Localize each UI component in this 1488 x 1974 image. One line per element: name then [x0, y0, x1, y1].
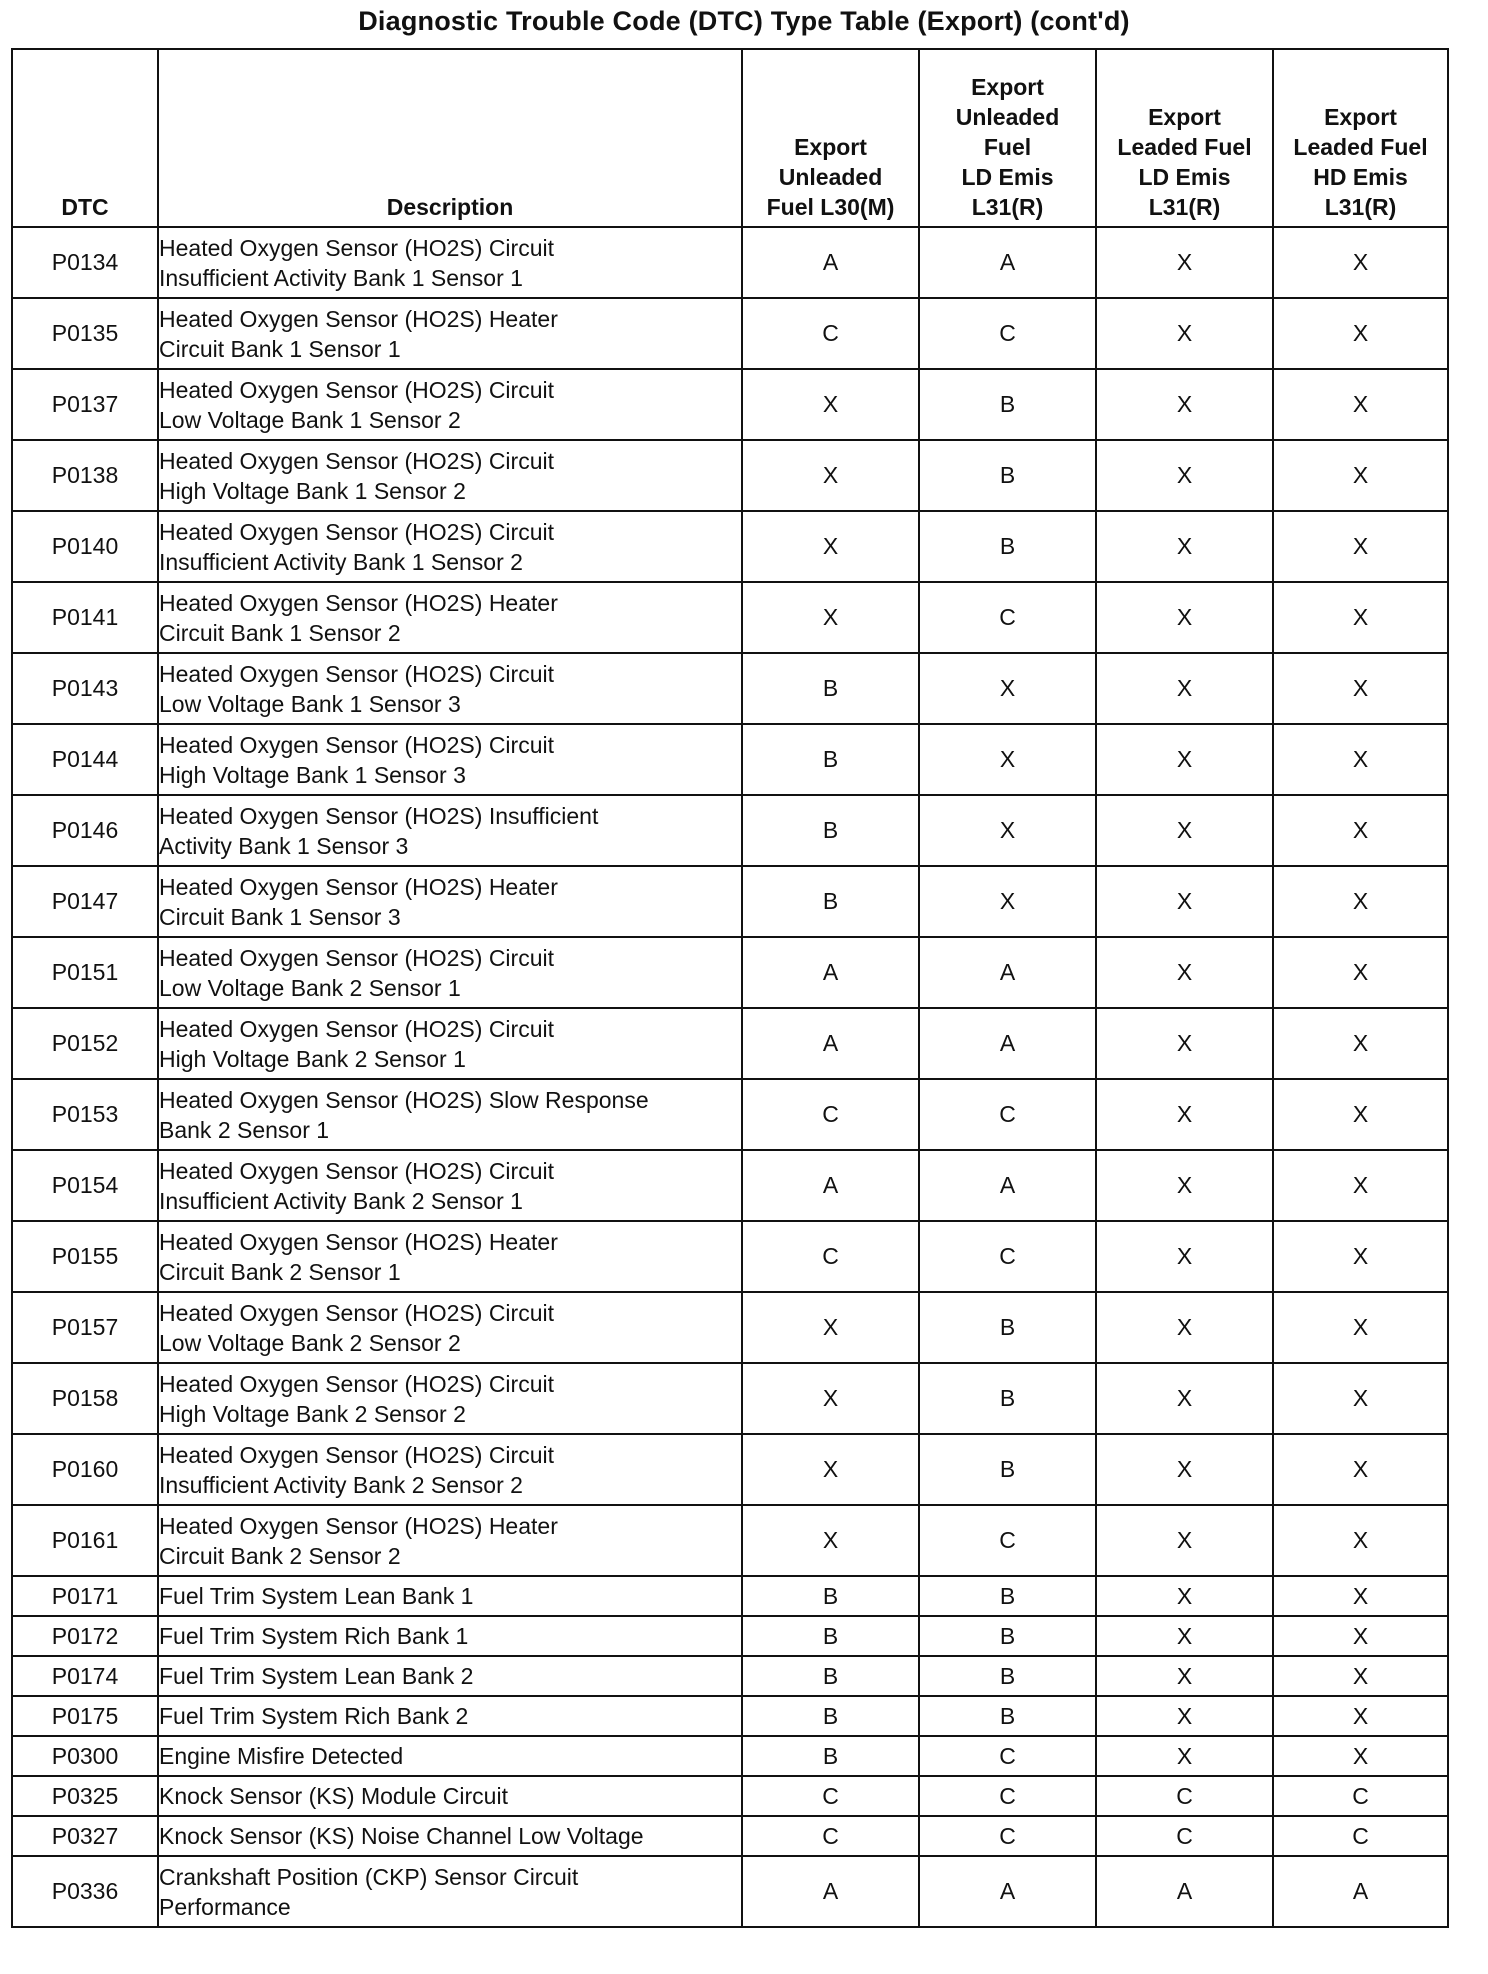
dtc-type-cell: B [742, 795, 919, 866]
dtc-code: P0153 [12, 1079, 158, 1150]
dtc-type-cell: X [1273, 1221, 1448, 1292]
header-line: HD Emis [1313, 164, 1408, 190]
dtc-type-cell: A [919, 227, 1096, 298]
dtc-type-cell: B [919, 1616, 1096, 1656]
dtc-description [158, 1079, 742, 1150]
table-row [12, 1008, 1448, 1079]
dtc-type-cell: A [1096, 1856, 1273, 1927]
dtc-code: P0154 [12, 1150, 158, 1221]
dtc-type-cell: B [742, 1736, 919, 1776]
dtc-type-cell: A [742, 1856, 919, 1927]
dtc-type-cell: X [1273, 653, 1448, 724]
description-line: Crankshaft Position (CKP) Sensor Circuit [159, 1863, 579, 1890]
dtc-code: P0135 [12, 298, 158, 369]
dtc-type-cell: X [1096, 1616, 1273, 1656]
dtc-type-cell: X [742, 1363, 919, 1434]
dtc-description [158, 1696, 742, 1736]
header-line: L31(R) [971, 194, 1044, 220]
dtc-code: P0158 [12, 1363, 158, 1434]
dtc-type-cell: X [1096, 1079, 1273, 1150]
dtc-type-cell: X [742, 1434, 919, 1505]
dtc-type-table [11, 48, 1449, 1928]
dtc-type-cell: X [1273, 1150, 1448, 1221]
dtc-type-cell: A [742, 1008, 919, 1079]
table-row [12, 653, 1448, 724]
dtc-type-cell: C [919, 1505, 1096, 1576]
description-line: Heated Oxygen Sensor (HO2S) Circuit [159, 944, 554, 971]
dtc-type-cell: B [742, 1576, 919, 1616]
dtc-type-cell: X [1096, 1696, 1273, 1736]
table-row [12, 1150, 1448, 1221]
dtc-type-cell: X [1273, 511, 1448, 582]
dtc-description [158, 866, 742, 937]
dtc-description [158, 582, 742, 653]
dtc-type-cell: C [1273, 1776, 1448, 1816]
dtc-type-cell: X [1096, 298, 1273, 369]
dtc-code: P0336 [12, 1856, 158, 1927]
dtc-type-cell: X [1273, 724, 1448, 795]
dtc-type-cell: X [1096, 1008, 1273, 1079]
table-row [12, 369, 1448, 440]
dtc-code: P0327 [12, 1816, 158, 1856]
dtc-type-cell: X [1096, 1150, 1273, 1221]
description-line: Low Voltage Bank 1 Sensor 3 [159, 690, 461, 717]
table-row [12, 1292, 1448, 1363]
page-title: Diagnostic Trouble Code (DTC) Type Table (Export) (cont'd) [358, 6, 1130, 36]
dtc-type-cell: X [1273, 440, 1448, 511]
dtc-type-cell: C [919, 298, 1096, 369]
description-line: Heated Oxygen Sensor (HO2S) Circuit [159, 731, 554, 758]
header-line: Unleaded [778, 164, 883, 190]
dtc-code: P0172 [12, 1616, 158, 1656]
dtc-code: P0143 [12, 653, 158, 724]
description-line: Fuel Trim System Lean Bank 1 [159, 1583, 474, 1609]
table-row [12, 795, 1448, 866]
table-row [12, 1576, 1448, 1616]
dtc-description [158, 1434, 742, 1505]
dtc-type-cell: X [1273, 369, 1448, 440]
header-line: LD Emis [961, 164, 1054, 190]
dtc-code: P0146 [12, 795, 158, 866]
dtc-type-cell: C [1096, 1816, 1273, 1856]
description-line: Heated Oxygen Sensor (HO2S) Heater [159, 873, 558, 900]
dtc-type-cell: B [742, 653, 919, 724]
dtc-type-cell: C [919, 1776, 1096, 1816]
dtc-type-cell: X [1096, 795, 1273, 866]
description-line: Heated Oxygen Sensor (HO2S) Heater [159, 1512, 558, 1539]
dtc-type-cell: X [1273, 1736, 1448, 1776]
dtc-type-cell: X [1273, 1292, 1448, 1363]
dtc-description [158, 369, 742, 440]
header-export-leaded-hd [1273, 49, 1448, 227]
dtc-description [158, 227, 742, 298]
dtc-type-cell: A [1273, 1856, 1448, 1927]
dtc-code: P0161 [12, 1505, 158, 1576]
dtc-type-cell: C [742, 298, 919, 369]
dtc-code: P0175 [12, 1696, 158, 1736]
description-line: Heated Oxygen Sensor (HO2S) Circuit [159, 1157, 554, 1184]
dtc-type-cell: X [1096, 724, 1273, 795]
dtc-description [158, 653, 742, 724]
dtc-type-cell: X [919, 653, 1096, 724]
header-line: L31(R) [1148, 194, 1221, 220]
dtc-type-cell: C [742, 1079, 919, 1150]
dtc-description [158, 1576, 742, 1616]
header-export-leaded-ld [1096, 49, 1273, 227]
dtc-type-cell: X [1273, 227, 1448, 298]
description-line: Circuit Bank 2 Sensor 2 [159, 1542, 401, 1569]
table-row [12, 1656, 1448, 1696]
dtc-description [158, 1816, 742, 1856]
description-line: Heated Oxygen Sensor (HO2S) Slow Response [159, 1086, 649, 1113]
dtc-type-cell: X [742, 582, 919, 653]
header-line: Leaded Fuel [1117, 134, 1252, 160]
table-row [12, 724, 1448, 795]
table-row [12, 582, 1448, 653]
dtc-type-cell: C [742, 1816, 919, 1856]
dtc-type-cell: X [1273, 1505, 1448, 1576]
dtc-code: P0155 [12, 1221, 158, 1292]
table-row [12, 1505, 1448, 1576]
description-line: Insufficient Activity Bank 1 Sensor 2 [159, 548, 523, 575]
dtc-type-cell: A [742, 227, 919, 298]
description-line: Insufficient Activity Bank 2 Sensor 2 [159, 1471, 523, 1498]
dtc-description [158, 511, 742, 582]
dtc-type-cell: X [1096, 937, 1273, 1008]
dtc-type-cell: B [742, 1656, 919, 1696]
dtc-type-cell: B [919, 1656, 1096, 1696]
description-line: Activity Bank 1 Sensor 3 [159, 832, 409, 859]
dtc-type-cell: X [742, 1505, 919, 1576]
dtc-type-cell: X [1273, 1008, 1448, 1079]
dtc-type-cell: X [919, 724, 1096, 795]
table-row [12, 1736, 1448, 1776]
dtc-type-cell: B [919, 1576, 1096, 1616]
dtc-description [158, 1656, 742, 1696]
description-line: Heated Oxygen Sensor (HO2S) Circuit [159, 1015, 554, 1042]
header-export-unleaded-l30 [742, 49, 919, 227]
description-line: Insufficient Activity Bank 1 Sensor 1 [159, 264, 523, 291]
dtc-code: P0300 [12, 1736, 158, 1776]
table-row [12, 1696, 1448, 1736]
description-line: Circuit Bank 1 Sensor 1 [159, 335, 401, 362]
dtc-type-cell: X [1096, 227, 1273, 298]
description-line: Knock Sensor (KS) Noise Channel Low Voltage [159, 1823, 644, 1849]
table-row [12, 1363, 1448, 1434]
dtc-type-cell: X [1273, 582, 1448, 653]
table-row [12, 1776, 1448, 1816]
dtc-description [158, 724, 742, 795]
dtc-type-cell: X [1096, 440, 1273, 511]
dtc-type-cell: B [919, 1292, 1096, 1363]
dtc-type-cell: X [1273, 1616, 1448, 1656]
description-line: Heated Oxygen Sensor (HO2S) Circuit [159, 1370, 554, 1397]
dtc-code: P0137 [12, 369, 158, 440]
dtc-type-cell: A [742, 1150, 919, 1221]
description-line: Knock Sensor (KS) Module Circuit [159, 1783, 508, 1809]
table-row [12, 866, 1448, 937]
dtc-type-cell: X [1096, 369, 1273, 440]
dtc-type-cell: X [1096, 1736, 1273, 1776]
dtc-code: P0141 [12, 582, 158, 653]
dtc-type-cell: C [919, 1736, 1096, 1776]
dtc-description [158, 1856, 742, 1927]
description-line: Circuit Bank 1 Sensor 3 [159, 903, 401, 930]
dtc-type-cell: X [742, 511, 919, 582]
description-line: Fuel Trim System Lean Bank 2 [159, 1663, 474, 1689]
dtc-type-cell: X [1273, 1656, 1448, 1696]
description-line: High Voltage Bank 1 Sensor 3 [159, 761, 466, 788]
dtc-type-cell: X [742, 440, 919, 511]
dtc-description [158, 1008, 742, 1079]
dtc-description [158, 1616, 742, 1656]
dtc-code: P0134 [12, 227, 158, 298]
dtc-type-cell: X [1096, 511, 1273, 582]
description-line: Low Voltage Bank 2 Sensor 2 [159, 1329, 461, 1356]
header-export-unleaded-ld [919, 49, 1096, 227]
dtc-type-cell: X [1096, 1363, 1273, 1434]
description-line: Fuel Trim System Rich Bank 2 [159, 1703, 469, 1729]
description-line: Heated Oxygen Sensor (HO2S) Heater [159, 589, 558, 616]
dtc-type-cell: C [742, 1776, 919, 1816]
dtc-type-cell: A [742, 937, 919, 1008]
dtc-type-cell: B [742, 724, 919, 795]
dtc-type-cell: X [1096, 1434, 1273, 1505]
dtc-code: P0174 [12, 1656, 158, 1696]
table-row [12, 1079, 1448, 1150]
dtc-type-cell: X [919, 866, 1096, 937]
dtc-type-cell: X [1273, 1576, 1448, 1616]
dtc-description [158, 1150, 742, 1221]
header-line: Unleaded [955, 104, 1060, 130]
dtc-type-cell: C [1096, 1776, 1273, 1816]
description-line: Heated Oxygen Sensor (HO2S) Circuit [159, 376, 554, 403]
description-line: Fuel Trim System Rich Bank 1 [159, 1623, 469, 1649]
table-row [12, 1816, 1448, 1856]
dtc-description [158, 440, 742, 511]
dtc-code: P0152 [12, 1008, 158, 1079]
header-line: Export [1148, 104, 1221, 130]
description-line: Heated Oxygen Sensor (HO2S) Insufficient [159, 802, 599, 829]
dtc-type-cell: B [919, 511, 1096, 582]
description-line: High Voltage Bank 2 Sensor 2 [159, 1400, 466, 1427]
description-line: Circuit Bank 2 Sensor 1 [159, 1258, 401, 1285]
dtc-type-cell: X [1273, 1079, 1448, 1150]
dtc-type-cell: X [742, 369, 919, 440]
header-line: Export [794, 134, 867, 160]
description-line: Low Voltage Bank 2 Sensor 1 [159, 974, 461, 1001]
dtc-type-cell: A [919, 1150, 1096, 1221]
dtc-type-cell: X [1096, 1505, 1273, 1576]
table-row [12, 937, 1448, 1008]
dtc-type-cell: B [919, 1434, 1096, 1505]
header-line: Export [971, 74, 1044, 100]
table-row [12, 1221, 1448, 1292]
dtc-code: P0138 [12, 440, 158, 511]
dtc-code: P0144 [12, 724, 158, 795]
dtc-type-cell: X [1096, 653, 1273, 724]
table-body [12, 227, 1448, 1927]
dtc-code: P0140 [12, 511, 158, 582]
description-line: Heated Oxygen Sensor (HO2S) Circuit [159, 660, 554, 687]
description-line: Heated Oxygen Sensor (HO2S) Heater [159, 1228, 558, 1255]
dtc-type-cell: X [1273, 866, 1448, 937]
dtc-type-cell: B [919, 369, 1096, 440]
dtc-type-cell: X [1096, 582, 1273, 653]
dtc-type-cell: A [919, 937, 1096, 1008]
dtc-type-cell: X [1273, 937, 1448, 1008]
dtc-description [158, 298, 742, 369]
dtc-type-cell: C [742, 1221, 919, 1292]
description-line: Engine Misfire Detected [159, 1743, 404, 1769]
dtc-description [158, 1505, 742, 1576]
dtc-type-cell: C [919, 1079, 1096, 1150]
header-line: Fuel [983, 134, 1032, 160]
description-line: Circuit Bank 1 Sensor 2 [159, 619, 401, 646]
header-line: L31(R) [1324, 194, 1397, 220]
table-row [12, 1856, 1448, 1927]
dtc-description [158, 1363, 742, 1434]
dtc-type-cell: X [1096, 1576, 1273, 1616]
dtc-code: P0157 [12, 1292, 158, 1363]
dtc-type-cell: X [1096, 1221, 1273, 1292]
dtc-type-cell: A [919, 1856, 1096, 1927]
dtc-description [158, 1292, 742, 1363]
dtc-type-cell: X [1273, 1696, 1448, 1736]
dtc-type-cell: B [742, 1616, 919, 1656]
dtc-type-cell: C [919, 582, 1096, 653]
description-line: High Voltage Bank 2 Sensor 1 [159, 1045, 466, 1072]
description-line: Low Voltage Bank 1 Sensor 2 [159, 406, 461, 433]
dtc-type-cell: X [1273, 1434, 1448, 1505]
description-line: Heated Oxygen Sensor (HO2S) Circuit [159, 447, 554, 474]
dtc-code: P0171 [12, 1576, 158, 1616]
dtc-description [158, 1776, 742, 1816]
dtc-type-cell: X [1273, 298, 1448, 369]
dtc-code: P0151 [12, 937, 158, 1008]
description-line: Heated Oxygen Sensor (HO2S) Circuit [159, 1299, 554, 1326]
dtc-type-cell: X [1096, 1656, 1273, 1696]
dtc-type-cell: X [1273, 795, 1448, 866]
description-line: Heated Oxygen Sensor (HO2S) Circuit [159, 1441, 554, 1468]
dtc-type-cell: C [1273, 1816, 1448, 1856]
dtc-type-cell: X [919, 795, 1096, 866]
dtc-code: P0160 [12, 1434, 158, 1505]
table-row [12, 227, 1448, 298]
dtc-type-cell: X [1273, 1363, 1448, 1434]
header-line: LD Emis [1138, 164, 1231, 190]
table-row [12, 440, 1448, 511]
table-row [12, 1434, 1448, 1505]
description-line: Bank 2 Sensor 1 [159, 1116, 330, 1143]
table-header-row [12, 49, 1448, 227]
dtc-type-cell: C [919, 1221, 1096, 1292]
dtc-type-cell: C [919, 1816, 1096, 1856]
description-line: Heated Oxygen Sensor (HO2S) Heater [159, 305, 558, 332]
dtc-type-cell: X [1096, 866, 1273, 937]
header-description: Description [158, 49, 742, 227]
header-line: Fuel L30(M) [766, 194, 895, 220]
dtc-code: P0325 [12, 1776, 158, 1816]
dtc-code: P0147 [12, 866, 158, 937]
description-line: Performance [159, 1893, 291, 1920]
dtc-description [158, 937, 742, 1008]
dtc-description [158, 1736, 742, 1776]
dtc-type-cell: A [919, 1008, 1096, 1079]
dtc-type-cell: B [919, 1696, 1096, 1736]
dtc-type-cell: B [742, 1696, 919, 1736]
dtc-type-cell: B [919, 1363, 1096, 1434]
header-line: Export [1324, 104, 1397, 130]
dtc-type-cell: X [742, 1292, 919, 1363]
dtc-description [158, 1221, 742, 1292]
description-line: Insufficient Activity Bank 2 Sensor 1 [159, 1187, 523, 1214]
dtc-type-cell: B [919, 440, 1096, 511]
header-line: Leaded Fuel [1293, 134, 1428, 160]
table-row [12, 298, 1448, 369]
dtc-description [158, 795, 742, 866]
description-line: Heated Oxygen Sensor (HO2S) Circuit [159, 234, 554, 261]
table-row [12, 1616, 1448, 1656]
header-dtc: DTC [12, 49, 158, 227]
table-row [12, 511, 1448, 582]
description-line: High Voltage Bank 1 Sensor 2 [159, 477, 466, 504]
dtc-type-cell: B [742, 866, 919, 937]
dtc-type-cell: X [1096, 1292, 1273, 1363]
description-line: Heated Oxygen Sensor (HO2S) Circuit [159, 518, 554, 545]
